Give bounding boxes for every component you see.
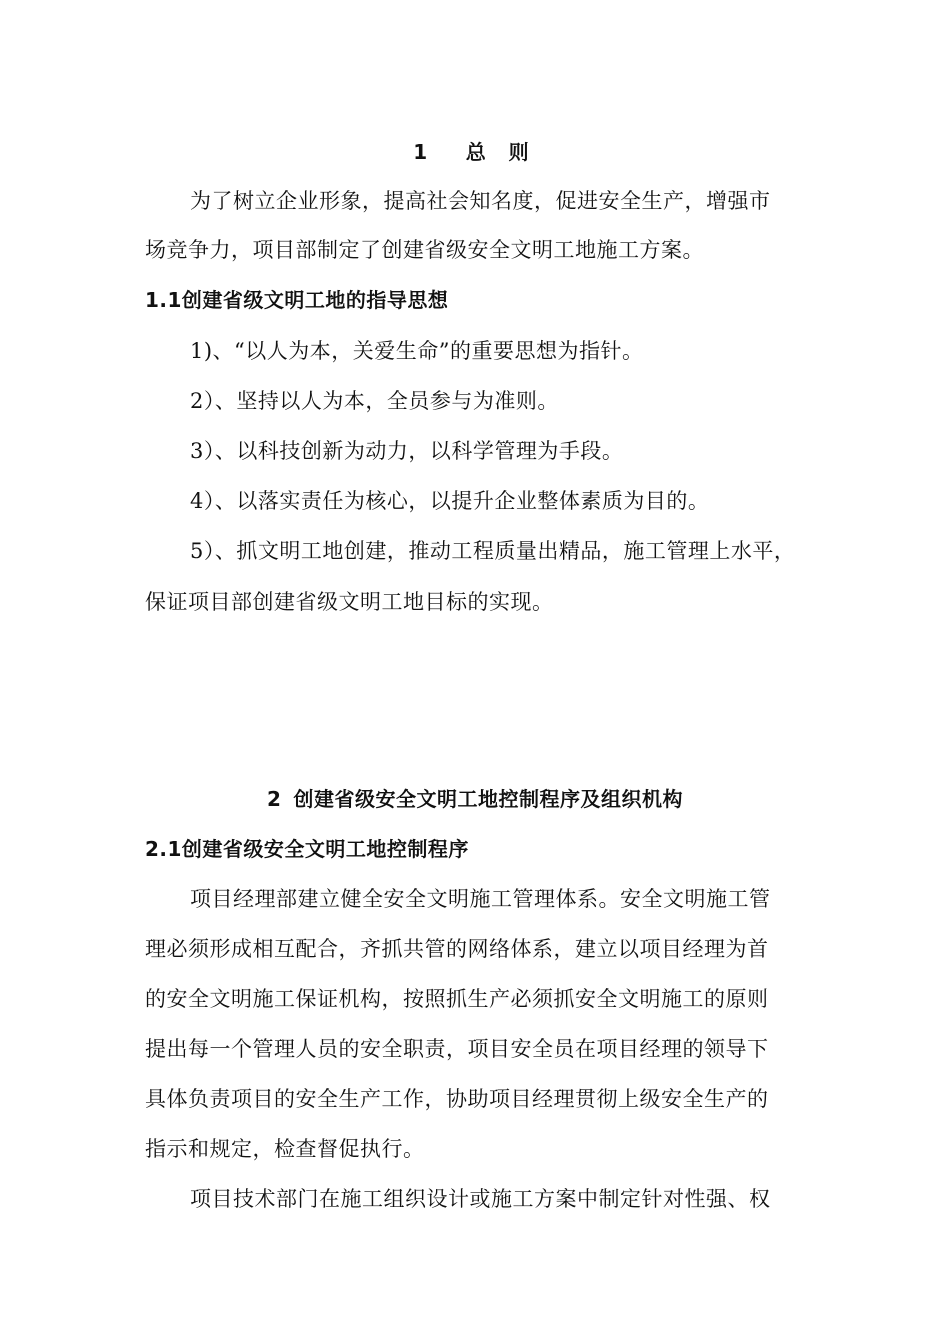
paragraph-1-line-4: 提出每一个管理人员的安全职责，项目安全员在项目经理的领导下 <box>145 1037 769 1061</box>
section-2-number: 2 <box>267 787 282 811</box>
intro-line-1: 为了树立企业形象，提高社会知名度，促进安全生产，增强市 <box>190 189 771 213</box>
guideline-item-5-continuation: 保证项目部创建省级文明工地目标的实现。 <box>145 590 554 614</box>
section-1-heading <box>0 138 950 166</box>
guideline-item-1: 1)、“以人为本，关爱生命”的重要思想为指针。 <box>190 339 644 363</box>
guideline-item-5: 5）、抓文明工地创建，推动工程质量出精品，施工管理上水平， <box>190 539 796 563</box>
subheading-1-1: 1.1创建省级文明工地的指导思想 <box>145 288 449 312</box>
section-2-heading <box>0 785 950 813</box>
guideline-item-2: 2）、坚持以人为本，全员参与为准则。 <box>190 389 559 413</box>
paragraph-1-line-2: 理必须形成相互配合，齐抓共管的网络体系，建立以项目经理为首 <box>145 937 769 961</box>
paragraph-1-line-6: 指示和规定，检查督促执行。 <box>145 1137 425 1161</box>
guideline-item-3: 3）、以科技创新为动力，以科学管理为手段。 <box>190 439 624 463</box>
section-1-title: 总 则 <box>465 140 537 164</box>
section-1-number: 1 <box>413 140 428 164</box>
paragraph-1-line-3: 的安全文明施工保证机构，按照抓生产必须抓安全文明施工的原则 <box>145 987 769 1011</box>
section-2-title: 创建省级安全文明工地控制程序及组织机构 <box>293 787 683 811</box>
paragraph-2-line-1: 项目技术部门在施工组织设计或施工方案中制定针对性强、权 <box>190 1187 771 1211</box>
guideline-item-4: 4）、以落实责任为核心，以提升企业整体素质为目的。 <box>190 489 710 513</box>
intro-line-2: 场竞争力，项目部制定了创建省级安全文明工地施工方案。 <box>145 238 704 262</box>
subheading-2-1: 2.1创建省级安全文明工地控制程序 <box>145 837 469 861</box>
paragraph-1-line-5: 具体负责项目的安全生产工作，协助项目经理贯彻上级安全生产的 <box>145 1087 769 1111</box>
paragraph-1-line-1: 项目经理部建立健全安全文明施工管理体系。安全文明施工管 <box>190 887 771 911</box>
